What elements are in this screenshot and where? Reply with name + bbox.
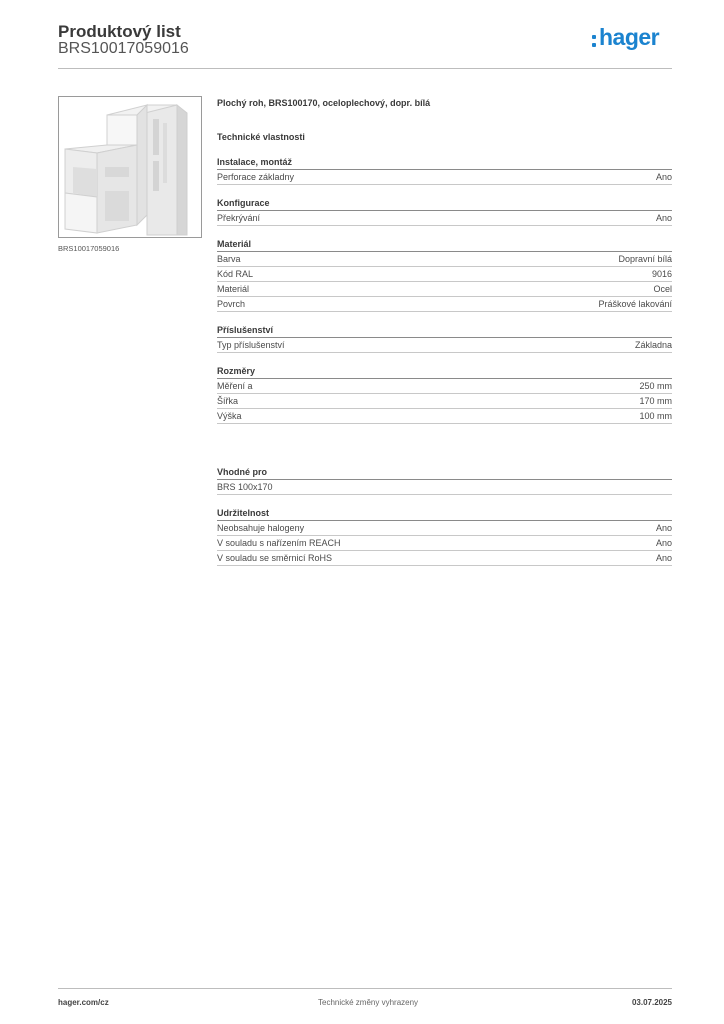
property-row (217, 551, 672, 566)
section-spacer (217, 424, 672, 454)
property-row (217, 282, 672, 297)
property-row (217, 211, 672, 226)
section-suitable-for (217, 466, 672, 495)
product-image (58, 96, 202, 238)
section-accessories (217, 324, 672, 353)
property-row (217, 338, 672, 353)
property-label: Materiál (217, 284, 250, 294)
footer-notice: Technické změny vyhrazeny (318, 998, 419, 1007)
cable-trunking-corner-icon (59, 97, 201, 237)
section-configuration (217, 197, 672, 226)
section-installation (217, 156, 672, 185)
property-label: Šířka (217, 396, 239, 406)
section-title: Instalace, montáž (217, 156, 672, 170)
property-value: Ano (655, 538, 672, 548)
property-label: BRS 100x170 (217, 482, 273, 492)
property-label: Perforace základny (217, 172, 295, 182)
property-value: 9016 (651, 269, 672, 279)
section-sustainability (217, 507, 672, 566)
property-row (217, 379, 672, 394)
property-label: Výška (217, 411, 242, 421)
product-code: BRS10017059016 (58, 40, 189, 57)
property-row (217, 521, 672, 536)
section-title: Vhodné pro (217, 466, 672, 480)
property-label: V souladu s nařízením REACH (217, 538, 341, 548)
image-caption: BRS10017059016 (58, 244, 120, 253)
property-row (217, 170, 672, 185)
property-label: Měření a (217, 381, 253, 391)
footer-date: 03.07.2025 (631, 998, 672, 1007)
property-value: Ano (655, 213, 672, 223)
footer-website-link[interactable]: hager.com/cz (58, 998, 109, 1007)
property-value: Dopravní bílá (618, 254, 672, 264)
section-title: Materiál (217, 238, 672, 252)
property-label: Překrývání (217, 213, 261, 223)
section-dimensions (217, 365, 672, 424)
section-title: Konfigurace (217, 197, 672, 211)
property-value: Ano (655, 523, 672, 533)
property-row (217, 394, 672, 409)
property-row (217, 267, 672, 282)
property-row (217, 536, 672, 551)
section-material (217, 238, 672, 312)
property-label: Barva (217, 254, 241, 264)
property-value: Ocel (653, 284, 672, 294)
product-name: Plochý roh, BRS100170, oceloplechový, dopr. bílá (217, 98, 431, 108)
property-value: 100 mm (639, 411, 672, 421)
product-details (217, 96, 672, 566)
footer-divider (58, 988, 672, 989)
property-label: Povrch (217, 299, 246, 309)
section-title: Udržitelnost (217, 507, 672, 521)
property-row (217, 297, 672, 312)
property-label: Kód RAL (217, 269, 254, 279)
property-value: Práškové lakování (598, 299, 672, 309)
page-title: Produktový list (58, 22, 181, 41)
logo-text: hager (599, 24, 660, 50)
header-divider (58, 68, 672, 69)
logo-dot-icon (592, 35, 596, 39)
property-value: 250 mm (639, 381, 672, 391)
property-value: Základna (634, 340, 672, 350)
tech-properties-heading: Technické vlastnosti (217, 132, 305, 142)
property-label: Typ příslušenství (217, 340, 285, 350)
section-title: Rozměry (217, 365, 672, 379)
property-value: Ano (655, 553, 672, 563)
property-value: 170 mm (639, 396, 672, 406)
property-row (217, 480, 672, 495)
property-row (217, 409, 672, 424)
property-value: Ano (655, 172, 672, 182)
property-label: V souladu se směrnicí RoHS (217, 553, 333, 563)
property-row (217, 252, 672, 267)
logo-dot-icon (592, 43, 596, 47)
property-label: Neobsahuje halogeny (217, 523, 305, 533)
section-title: Příslušenství (217, 324, 672, 338)
